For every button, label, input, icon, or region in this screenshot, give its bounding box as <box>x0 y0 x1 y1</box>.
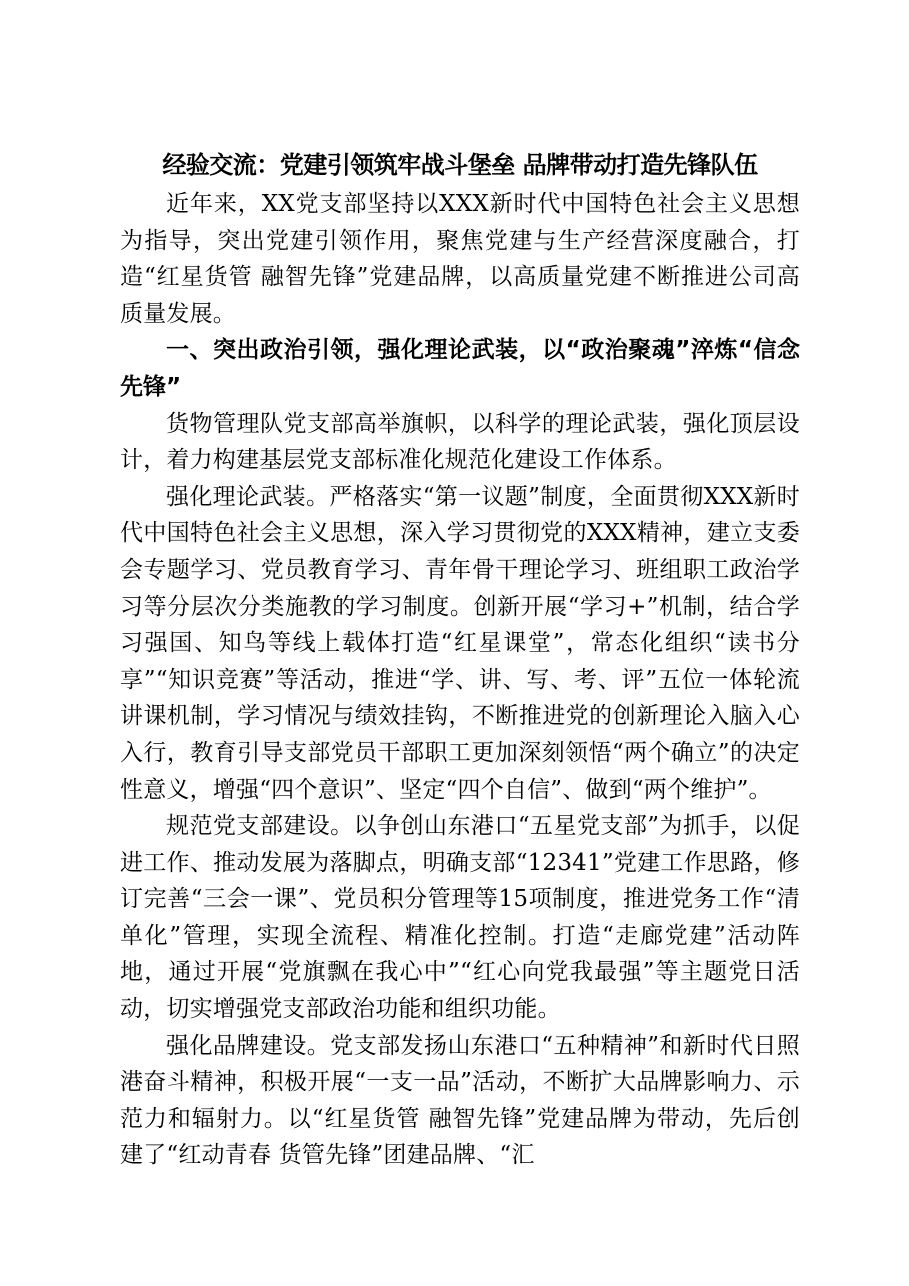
paragraph-theory: 强化理论武装。严格落实“第一议题”制度，全面贯彻XXX新时代中国特色社会主义思想，深入学习贯彻党的XXX精神，建立支委会专题学习、党员教育学习、青年骨干理论学习、班组职工政治学习等分层次分类施教的学习制度。创新开展“学习+”机制，结合学习强国、知鸟等线上载体打造“红星课堂”，常态化组织“读书分享”“知识竞赛”等活动，推进“学、讲、写、考、评”五位一体轮流讲课机制，学习情况与绩效挂钩，不断推进党的创新理论入脑入心入行，教育引导支部党员干部职工更加深刻领悟“两个确立”的决定性意义，增强“四个意识”、坚定“四个自信”、做到“两个维护”。 <box>120 483 800 803</box>
paragraph-section1-intro: 货物管理队党支部高举旗帜，以科学的理论武装，强化顶层设计，着力构建基层党支部标准化规范化建设工作体系。 <box>120 410 800 474</box>
section-heading-1: 一、突出政治引领，强化理论武装，以“政治聚魂”淬炼“信念先锋” <box>120 337 800 400</box>
document-title: 经验交流：党建引领筑牢战斗堡垒 品牌带动打造先锋队伍 <box>162 150 758 179</box>
paragraph-intro: 近年来，XX党支部坚持以XXX新时代中国特色社会主义思想为指导，突出党建引领作用，聚焦党建与生产经营深度融合，打造“红星货管 融智先锋”党建品牌，以高质量党建不断推进公司高质量发展。 <box>120 191 800 327</box>
paragraph-branch: 规范党支部建设。以争创山东港口“五星党支部”为抓手，以促进工作、推动发展为落脚点，明确支部“12341”党建工作思路，修订完善“三会一课”、党员积分管理等15项制度，推进党务工作“清单化”管理，实现全流程、精准化控制。打造“走廊党建”活动阵地，通过开展“党旗飘在我心中”“红心向党我最强”等主题党日活动，切实增强党支部政治功能和组织功能。 <box>120 813 800 1023</box>
paragraph-brand: 强化品牌建设。党支部发扬山东港口“五种精神”和新时代日照港奋斗精神，积极开展“一支一品”活动，不断扩大品牌影响力、示范力和辐射力。以“红星货管 融智先锋”党建品牌为带动，先后创建了“红动青春 货管先锋”团建品牌、“汇 <box>120 1032 800 1169</box>
document-body <box>120 146 800 1174</box>
